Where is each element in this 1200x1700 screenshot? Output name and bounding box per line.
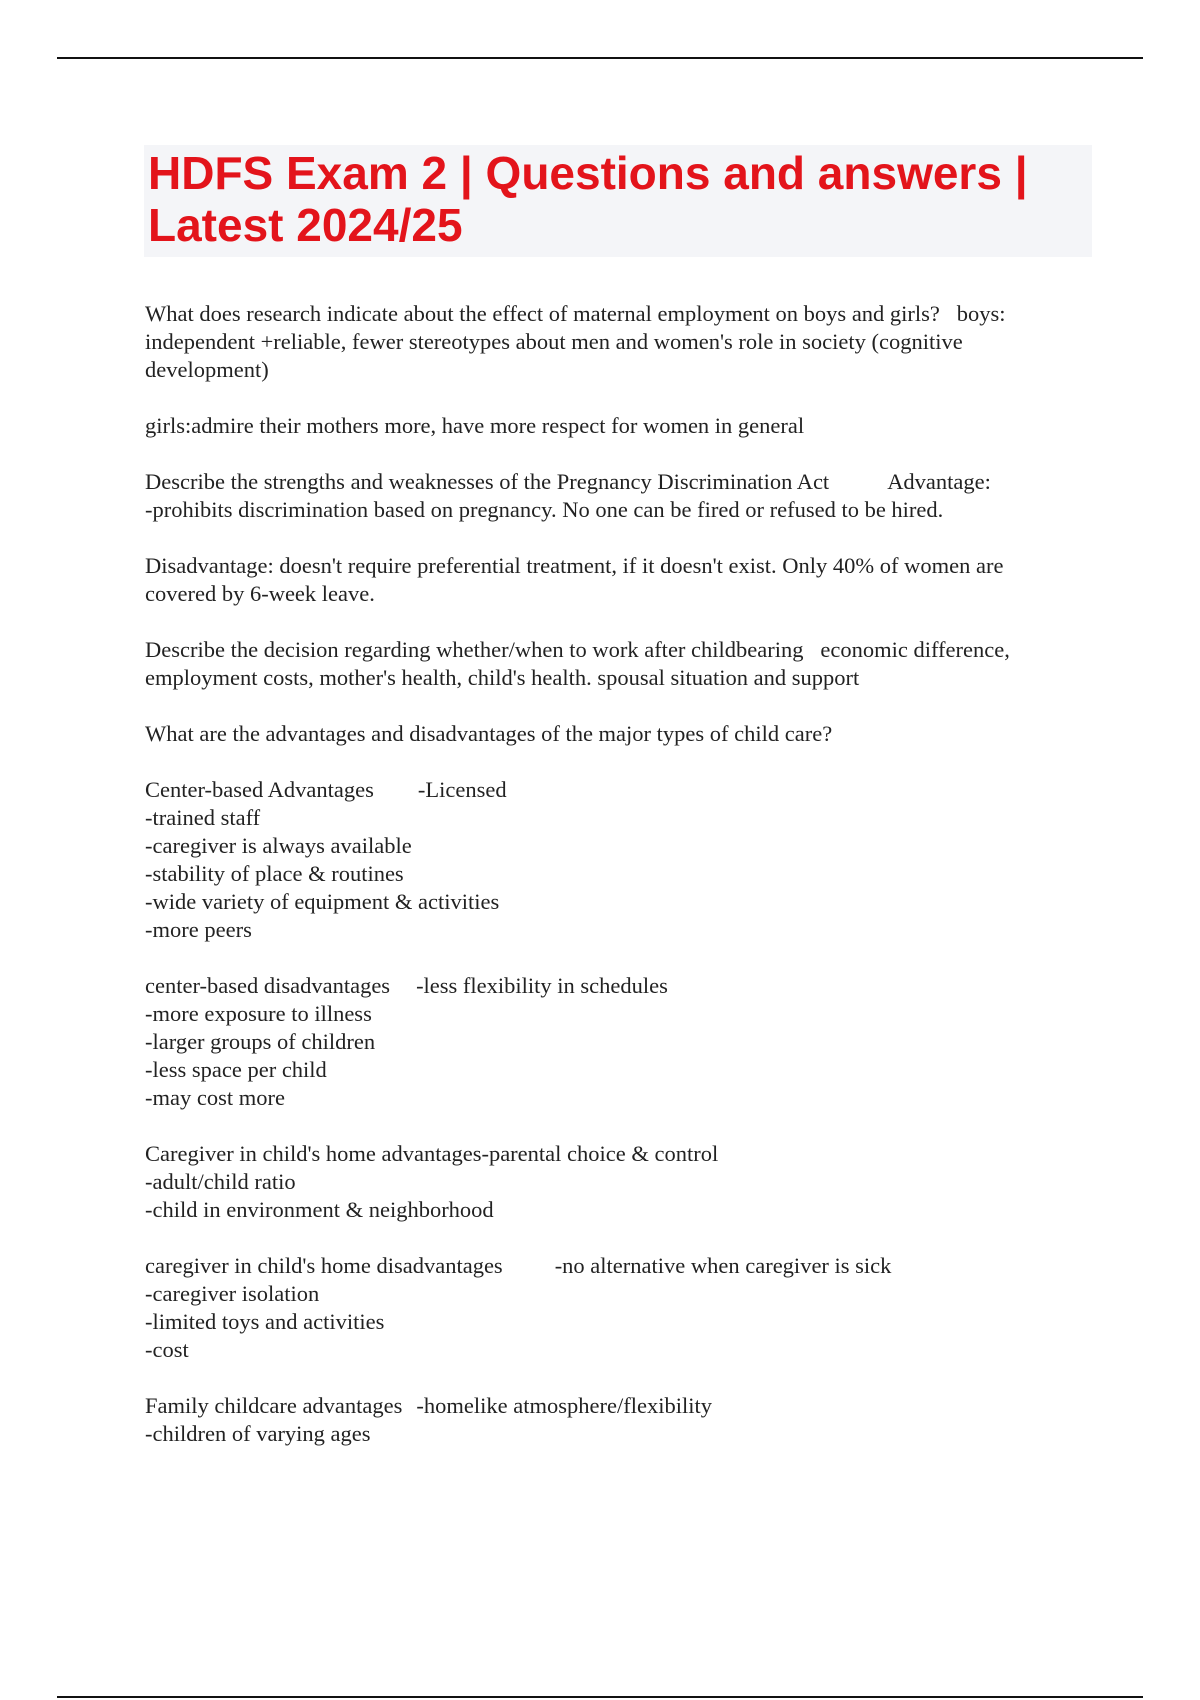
answer-paragraph-girls	[145, 412, 1105, 440]
list-item: -limited toys and activities	[145, 1309, 385, 1334]
answer-line: Disadvantage: doesn't require preferential treatment, if it doesn't exist. Only 40% of women are	[145, 553, 1004, 578]
answer-text: -Licensed	[417, 777, 507, 802]
list-item: -trained staff	[145, 805, 261, 830]
list-item: -less space per child	[145, 1057, 327, 1082]
top-rule	[57, 57, 1143, 59]
question-text: Center-based Advantages	[145, 777, 374, 802]
question-text: caregiver in child's home disadvantages	[145, 1253, 503, 1278]
bottom-rule	[57, 1696, 1143, 1698]
answer-text: Advantage:	[887, 469, 991, 494]
list-item: -more exposure to illness	[145, 1001, 372, 1026]
question-text: What are the advantages and disadvantages of the major types of child care?	[145, 721, 833, 746]
list-item: -stability of place & routines	[145, 861, 404, 886]
qa-center-based-advantages	[145, 776, 1105, 944]
answer-line: independent +reliable, fewer stereotypes about men and women's role in society (cognitive	[145, 329, 963, 354]
answer-line: -prohibits discrimination based on pregnancy. No one can be fired or refused to be hired.	[145, 497, 944, 522]
question-text: Caregiver in child's home advantages	[145, 1141, 482, 1166]
qa-home-caregiver-advantages	[145, 1140, 1105, 1224]
question-child-care-types	[145, 720, 1105, 748]
document-title-line-2: Latest 2024/25	[148, 199, 463, 251]
answer-line: covered by 6-week leave.	[145, 581, 375, 606]
question-text: Describe the decision regarding whether/when to work after childbearing	[145, 637, 804, 662]
document-body	[145, 300, 1105, 1476]
list-item: -adult/child ratio	[145, 1169, 296, 1194]
qa-work-after-childbearing	[145, 636, 1105, 692]
list-item: -child in environment & neighborhood	[145, 1197, 494, 1222]
list-item: -caregiver isolation	[145, 1281, 320, 1306]
answer-text: boys:	[956, 301, 1006, 326]
answer-text: -less flexibility in schedules	[416, 973, 668, 998]
list-item: -cost	[145, 1337, 189, 1362]
qa-home-caregiver-disadvantages	[145, 1252, 1105, 1364]
qa-maternal-employment	[145, 300, 1105, 384]
answer-text: -homelike atmosphere/flexibility	[416, 1393, 712, 1418]
title-banner	[144, 145, 1092, 257]
question-text: Describe the strengths and weaknesses of the Pregnancy Discrimination Act	[145, 469, 830, 494]
qa-center-based-disadvantages	[145, 972, 1105, 1112]
list-item: -more peers	[145, 917, 252, 942]
answer-line: employment costs, mother's health, child's health. spousal situation and support	[145, 665, 860, 690]
question-text: Family childcare advantages	[145, 1393, 403, 1418]
qa-family-childcare-advantages	[145, 1392, 1105, 1448]
list-item: -children of varying ages	[145, 1421, 371, 1446]
answer-line: girls:admire their mothers more, have more respect for women in general	[145, 413, 805, 438]
document-title-line-1: HDFS Exam 2 | Questions and answers |	[148, 147, 1028, 199]
list-item: -caregiver is always available	[145, 833, 412, 858]
question-text: center-based disadvantages	[145, 973, 391, 998]
list-item: -may cost more	[145, 1085, 285, 1110]
answer-line: development)	[145, 357, 269, 382]
answer-text: -parental choice & control	[481, 1141, 719, 1166]
list-item: -wide variety of equipment & activities	[145, 889, 500, 914]
question-text: What does research indicate about the effect of maternal employment on boys and girls?	[145, 301, 940, 326]
answer-text: economic difference,	[820, 637, 1010, 662]
answer-paragraph-disadvantage	[145, 552, 1105, 608]
list-item: -larger groups of children	[145, 1029, 376, 1054]
answer-text: -no alternative when caregiver is sick	[554, 1253, 892, 1278]
qa-pregnancy-discrimination-act	[145, 468, 1105, 524]
